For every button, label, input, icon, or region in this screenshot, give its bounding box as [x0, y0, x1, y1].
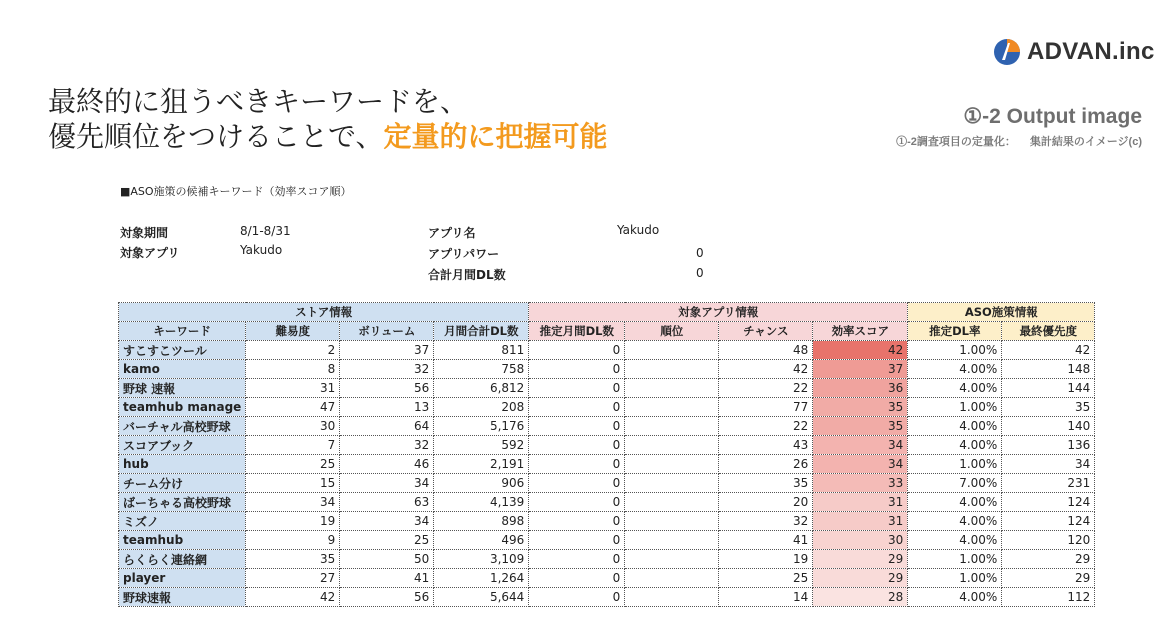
cell-est-dl-rate: 4.00% — [908, 417, 1002, 436]
cell-monthly-total-dl: 811 — [434, 341, 529, 360]
cell-keyword: 野球 速報 — [119, 379, 246, 398]
cell-rank — [625, 531, 719, 550]
cell-chance: 22 — [719, 417, 813, 436]
cell-final-priority: 124 — [1002, 512, 1095, 531]
cell-volume: 56 — [340, 379, 434, 398]
cell-monthly-total-dl: 1,264 — [434, 569, 529, 588]
cell-monthly-total-dl: 4,139 — [434, 493, 529, 512]
cell-efficiency: 29 — [813, 569, 908, 588]
cell-difficulty: 27 — [246, 569, 340, 588]
table-row — [119, 512, 1095, 531]
app-name-value: Yakudo — [617, 223, 660, 237]
cell-rank — [625, 417, 719, 436]
cell-volume: 63 — [340, 493, 434, 512]
cell-chance: 48 — [719, 341, 813, 360]
col-efficiency: 効率スコア — [813, 322, 908, 341]
table-row — [119, 588, 1095, 607]
total-dl-label: 合計月間DL数 — [428, 268, 506, 282]
cell-rank — [625, 588, 719, 607]
cell-chance: 43 — [719, 436, 813, 455]
cell-monthly-total-dl: 208 — [434, 398, 529, 417]
cell-est-monthly-dl: 0 — [529, 588, 625, 607]
group-store: ストア情報 — [119, 303, 529, 322]
cell-est-monthly-dl: 0 — [529, 436, 625, 455]
cell-difficulty: 7 — [246, 436, 340, 455]
cell-est-monthly-dl: 0 — [529, 493, 625, 512]
cell-final-priority: 35 — [1002, 398, 1095, 417]
cell-monthly-total-dl: 758 — [434, 360, 529, 379]
col-volume: ボリューム — [340, 322, 434, 341]
keyword-table — [118, 302, 1095, 607]
table-row — [119, 474, 1095, 493]
cell-rank — [625, 436, 719, 455]
cell-final-priority: 29 — [1002, 569, 1095, 588]
cell-efficiency: 33 — [813, 474, 908, 493]
cell-est-dl-rate: 4.00% — [908, 493, 1002, 512]
cell-keyword: 野球速報 — [119, 588, 246, 607]
cell-volume: 41 — [340, 569, 434, 588]
cell-rank — [625, 512, 719, 531]
cell-efficiency: 29 — [813, 550, 908, 569]
cell-keyword: チーム分け — [119, 474, 246, 493]
cell-volume: 34 — [340, 512, 434, 531]
cell-rank — [625, 379, 719, 398]
logo-text: ADVAN.inc — [1027, 38, 1155, 65]
cell-final-priority: 120 — [1002, 531, 1095, 550]
headline-line-2 — [48, 119, 607, 154]
cell-est-dl-rate: 4.00% — [908, 512, 1002, 531]
table-row — [119, 455, 1095, 474]
cell-difficulty: 30 — [246, 417, 340, 436]
table-row — [119, 379, 1095, 398]
cell-final-priority: 124 — [1002, 493, 1095, 512]
cell-est-dl-rate: 7.00% — [908, 474, 1002, 493]
cell-efficiency: 37 — [813, 360, 908, 379]
cell-difficulty: 35 — [246, 550, 340, 569]
cell-chance: 19 — [719, 550, 813, 569]
output-subtitle-a: ①-2調査項目の定量化： — [896, 136, 1016, 148]
cell-rank — [625, 360, 719, 379]
table-row — [119, 436, 1095, 455]
cell-rank — [625, 398, 719, 417]
cell-final-priority: 112 — [1002, 588, 1095, 607]
headline-line-2-text: 優先順位をつけることで、 — [48, 120, 384, 153]
cell-est-dl-rate: 1.00% — [908, 550, 1002, 569]
cell-est-dl-rate: 4.00% — [908, 360, 1002, 379]
cell-difficulty: 42 — [246, 588, 340, 607]
cell-monthly-total-dl: 2,191 — [434, 455, 529, 474]
cell-efficiency: 31 — [813, 512, 908, 531]
cell-difficulty: 8 — [246, 360, 340, 379]
cell-keyword: kamo — [119, 360, 246, 379]
cell-efficiency: 31 — [813, 493, 908, 512]
output-subtitle — [896, 133, 1142, 149]
cell-final-priority: 42 — [1002, 341, 1095, 360]
cell-rank — [625, 455, 719, 474]
col-keyword: キーワード — [119, 322, 246, 341]
table-row — [119, 360, 1095, 379]
cell-keyword: ばーちゃる高校野球 — [119, 493, 246, 512]
cell-monthly-total-dl: 3,109 — [434, 550, 529, 569]
cell-efficiency: 28 — [813, 588, 908, 607]
cell-monthly-total-dl: 496 — [434, 531, 529, 550]
output-subtitle-b: 集計結果のイメージ(c) — [1029, 136, 1142, 148]
headline — [48, 84, 607, 154]
cell-rank — [625, 569, 719, 588]
cell-final-priority: 144 — [1002, 379, 1095, 398]
cell-est-monthly-dl: 0 — [529, 512, 625, 531]
cell-final-priority: 136 — [1002, 436, 1095, 455]
cell-final-priority: 140 — [1002, 417, 1095, 436]
cell-est-monthly-dl: 0 — [529, 455, 625, 474]
cell-keyword: ミズノ — [119, 512, 246, 531]
cell-est-dl-rate: 4.00% — [908, 379, 1002, 398]
cell-volume: 50 — [340, 550, 434, 569]
cell-efficiency: 30 — [813, 531, 908, 550]
cell-efficiency: 35 — [813, 417, 908, 436]
col-difficulty: 難易度 — [246, 322, 340, 341]
company-logo — [993, 38, 1155, 66]
cell-final-priority: 231 — [1002, 474, 1095, 493]
cell-keyword: teamhub — [119, 531, 246, 550]
output-title: ①-2 Output image — [963, 105, 1142, 128]
cell-chance: 32 — [719, 512, 813, 531]
cell-est-monthly-dl: 0 — [529, 379, 625, 398]
app-power-label: アプリパワー — [428, 247, 500, 261]
cell-keyword: らくらく連絡網 — [119, 550, 246, 569]
headline-accent: 定量的に把握可能 — [383, 120, 608, 153]
cell-est-monthly-dl: 0 — [529, 569, 625, 588]
cell-chance: 22 — [719, 379, 813, 398]
advan-logo-icon — [993, 38, 1021, 66]
cell-monthly-total-dl: 906 — [434, 474, 529, 493]
cell-est-dl-rate: 4.00% — [908, 531, 1002, 550]
table-row — [119, 531, 1095, 550]
period-label: 対象期間 — [120, 226, 169, 240]
cell-rank — [625, 341, 719, 360]
cell-difficulty: 2 — [246, 341, 340, 360]
cell-efficiency: 34 — [813, 455, 908, 474]
col-chance: チャンス — [719, 322, 813, 341]
cell-final-priority: 29 — [1002, 550, 1095, 569]
cell-monthly-total-dl: 592 — [434, 436, 529, 455]
cell-difficulty: 15 — [246, 474, 340, 493]
cell-keyword: teamhub manage — [119, 398, 246, 417]
headline-line-1: 最終的に狙うべきキーワードを、 — [48, 85, 469, 118]
cell-efficiency: 42 — [813, 341, 908, 360]
cell-keyword: player — [119, 569, 246, 588]
cell-chance: 26 — [719, 455, 813, 474]
table-row — [119, 341, 1095, 360]
cell-efficiency: 36 — [813, 379, 908, 398]
table-row — [119, 493, 1095, 512]
cell-est-monthly-dl: 0 — [529, 341, 625, 360]
col-monthly-total-dl: 月間合計DL数 — [434, 322, 529, 341]
cell-difficulty: 25 — [246, 455, 340, 474]
cell-rank — [625, 550, 719, 569]
cell-volume: 32 — [340, 436, 434, 455]
cell-monthly-total-dl: 898 — [434, 512, 529, 531]
cell-est-monthly-dl: 0 — [529, 474, 625, 493]
total-dl-value: 0 — [696, 266, 704, 280]
cell-keyword: バーチャル高校野球 — [119, 417, 246, 436]
cell-volume: 34 — [340, 474, 434, 493]
cell-est-dl-rate: 1.00% — [908, 398, 1002, 417]
table-row — [119, 398, 1095, 417]
cell-est-dl-rate: 1.00% — [908, 569, 1002, 588]
cell-difficulty: 19 — [246, 512, 340, 531]
cell-est-monthly-dl: 0 — [529, 360, 625, 379]
cell-chance: 35 — [719, 474, 813, 493]
cell-difficulty: 9 — [246, 531, 340, 550]
cell-final-priority: 34 — [1002, 455, 1095, 474]
group-aso: ASO施策情報 — [908, 303, 1095, 322]
table-row — [119, 569, 1095, 588]
app-name-label: アプリ名 — [428, 226, 476, 240]
cell-rank — [625, 474, 719, 493]
cell-efficiency: 35 — [813, 398, 908, 417]
cell-est-monthly-dl: 0 — [529, 398, 625, 417]
col-rank: 順位 — [625, 322, 719, 341]
cell-monthly-total-dl: 5,644 — [434, 588, 529, 607]
cell-chance: 41 — [719, 531, 813, 550]
cell-monthly-total-dl: 6,812 — [434, 379, 529, 398]
cell-est-monthly-dl: 0 — [529, 417, 625, 436]
cell-volume: 25 — [340, 531, 434, 550]
col-est-dl-rate: 推定DL率 — [908, 322, 1002, 341]
cell-final-priority: 148 — [1002, 360, 1095, 379]
cell-est-dl-rate: 4.00% — [908, 436, 1002, 455]
period-value: 8/1-8/31 — [240, 224, 291, 238]
sheet-title: ■ASO施策の候補キーワード（効率スコア順） — [120, 185, 352, 198]
cell-volume: 37 — [340, 341, 434, 360]
cell-chance: 77 — [719, 398, 813, 417]
group-app: 対象アプリ情報 — [529, 303, 908, 322]
cell-difficulty: 31 — [246, 379, 340, 398]
app-power-value: 0 — [696, 246, 704, 260]
cell-keyword: スコアブック — [119, 436, 246, 455]
cell-efficiency: 34 — [813, 436, 908, 455]
cell-volume: 64 — [340, 417, 434, 436]
cell-volume: 56 — [340, 588, 434, 607]
cell-est-dl-rate: 4.00% — [908, 588, 1002, 607]
cell-monthly-total-dl: 5,176 — [434, 417, 529, 436]
cell-volume: 32 — [340, 360, 434, 379]
cell-chance: 20 — [719, 493, 813, 512]
target-app-label: 対象アプリ — [120, 246, 180, 260]
table-row — [119, 550, 1095, 569]
cell-volume: 13 — [340, 398, 434, 417]
cell-difficulty: 34 — [246, 493, 340, 512]
cell-volume: 46 — [340, 455, 434, 474]
cell-est-monthly-dl: 0 — [529, 531, 625, 550]
cell-keyword: hub — [119, 455, 246, 474]
cell-est-dl-rate: 1.00% — [908, 341, 1002, 360]
cell-rank — [625, 493, 719, 512]
cell-est-monthly-dl: 0 — [529, 550, 625, 569]
table-row — [119, 417, 1095, 436]
cell-chance: 25 — [719, 569, 813, 588]
target-app-value: Yakudo — [240, 243, 283, 257]
cell-est-dl-rate: 1.00% — [908, 455, 1002, 474]
cell-chance: 14 — [719, 588, 813, 607]
cell-keyword: すこすこツール — [119, 341, 246, 360]
cell-difficulty: 47 — [246, 398, 340, 417]
cell-chance: 42 — [719, 360, 813, 379]
col-est-monthly-dl: 推定月間DL数 — [529, 322, 625, 341]
col-final-priority: 最終優先度 — [1002, 322, 1095, 341]
